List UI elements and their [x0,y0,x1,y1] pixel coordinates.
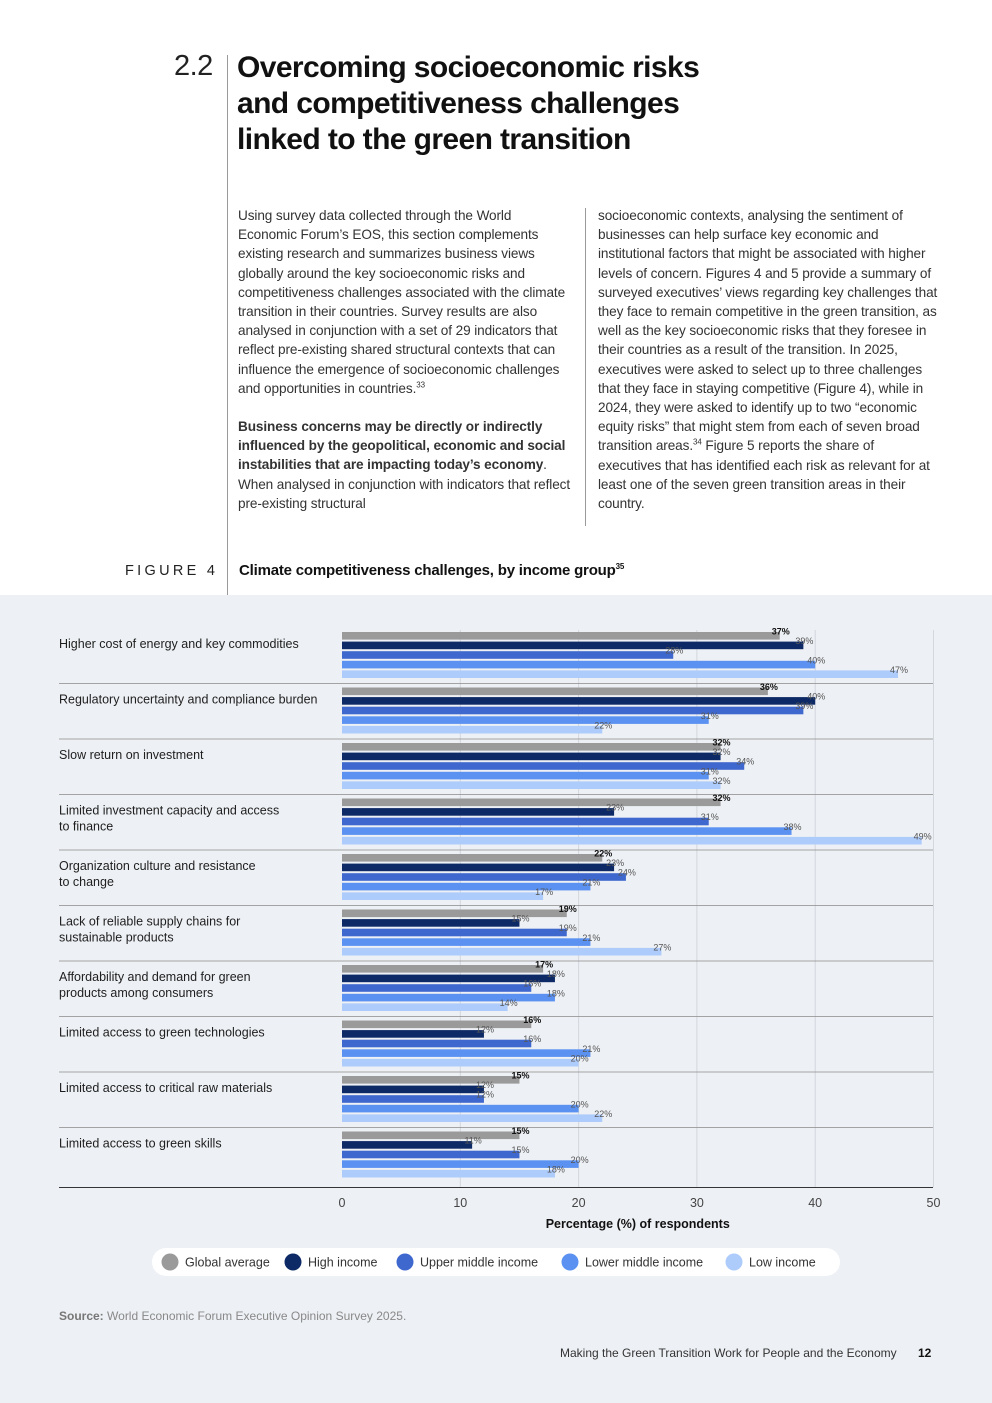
source-text: World Economic Forum Executive Opinion Survey 2025. [107,1309,407,1323]
bar [342,1132,519,1140]
data-label: 39% [795,636,814,647]
data-label: 23% [606,858,625,869]
bar [342,864,614,872]
bar [342,1114,602,1122]
bar [342,726,602,734]
bar [342,1105,579,1113]
bar [342,1040,531,1048]
footer-title: Making the Green Transition Work for People and the Economy [560,1346,897,1360]
data-label: 40% [807,655,826,666]
bar [342,642,803,650]
data-label: 18% [546,969,565,980]
data-label: 31% [700,812,719,823]
data-label: 12% [475,1024,494,1035]
data-label: 15% [511,1145,530,1156]
legend-swatch [562,1254,579,1271]
legend-label: Low income [749,1255,816,1270]
bar [342,1086,484,1094]
data-label: 18% [546,1164,565,1175]
figure-title-text: Climate competitiveness challenges, by income group [239,562,616,579]
category-label: Limited access to green skills [59,1136,222,1151]
category-label: Slow return on investment [59,748,204,762]
data-label: 32% [712,793,731,803]
body-text: Using survey data collected through the World Economic Forum’s EOS, this section complements existing research and summarizes business views globally around the key socioeconomic risks and competitiveness challenges associated with the climate transition in their countries. Survey results are also analysed in conjunction with a set of 29 indicators that reflect pre-existing shared structural contexts that can influence the emergence of socioeconomic challenges and opportunities in countries. [238,208,566,396]
category-label: Limited access to critical raw materials [59,1081,273,1095]
legend-swatch [726,1254,743,1271]
data-label: 12% [475,1080,494,1091]
data-label: 12% [475,1089,494,1100]
data-label: 22% [594,1108,613,1119]
x-tick-label: 0 [338,1196,346,1210]
x-tick-label: 40 [808,1196,823,1210]
bar [342,948,661,956]
data-label: 16% [523,1034,542,1045]
section-title-line: Overcoming socioeconomic risks [237,51,700,84]
bar [342,994,555,1002]
data-label: 36% [759,682,778,692]
category-label: Limited access to green technologies [59,1025,265,1040]
bar [342,781,721,789]
data-label: 21% [582,932,601,943]
bar [342,661,815,669]
data-label: 18% [546,988,565,999]
legend-label: Global average [185,1255,270,1270]
bar [342,762,744,770]
body-text: socioeconomic contexts, analysing the sentiment of businesses can help surface key economic and institutional factors that might be associated with higher levels of concern. Figures 4 and 5 provide a summary of surveyed executives’ views regarding key challenges that they face to remain competitive in the green transition, as well as the key socioeconomic risks that they foresee in their countries as a result of the transition. In 2025, executives were asked to select up to three challenges that they face in staying competitive (Figure 4), while in 2024, they were asked to identify up to two “economic equity risks” that might stem from each of seven broad transition areas. [598,208,938,454]
data-label: 20% [570,1053,589,1064]
bar [342,707,803,715]
data-label: 19% [558,904,577,914]
bar [342,716,709,724]
bar [342,929,567,937]
bar [342,1141,472,1149]
category-label: to finance [59,819,114,834]
legend-label: High income [308,1255,378,1270]
bar [342,772,709,780]
data-label: 19% [558,923,577,934]
source-label: Source: [59,1309,104,1323]
footnote-ref: 34 [693,437,702,447]
bar [342,670,898,678]
data-label: 37% [771,626,790,637]
data-label: 20% [570,1099,589,1110]
legend-label: Upper middle income [420,1255,539,1270]
bar [342,1160,579,1168]
bar [342,984,531,992]
data-label: 40% [807,691,826,702]
x-axis-title: Percentage (%) of respondents [545,1217,730,1231]
data-label: 28% [665,645,684,656]
section-title-line: linked to the green transition [237,123,631,156]
bar [342,837,922,845]
data-label: 15% [511,1126,530,1136]
bar [342,743,721,751]
x-tick-label: 30 [689,1196,704,1210]
data-label: 14% [499,997,518,1008]
bar [342,753,721,761]
bar [342,651,673,659]
body-text: Figure 5 reports the share of executives that has identified each risk as relevant for at least one of the seven green transition areas in their country. [598,438,930,512]
bar [342,632,780,640]
bar [342,1021,531,1029]
data-label: 20% [570,1154,589,1165]
bar [342,892,543,900]
data-label: 39% [795,701,814,712]
bar [342,1059,579,1067]
legend-swatch [285,1254,302,1271]
data-label: 31% [700,710,719,721]
data-label: 22% [594,720,613,731]
bar [342,1170,555,1178]
bar [342,827,792,835]
category-label: Organization culture and resistance [59,859,256,873]
bar [342,965,543,973]
footnote-ref: 33 [416,380,425,390]
bar [342,938,590,946]
bar [342,1030,484,1038]
section-number: 2.2 [174,50,213,82]
category-label: to change [59,875,114,889]
category-label: products among consumers [59,986,214,1000]
data-label: 21% [582,877,601,888]
bar [342,919,519,927]
data-label: 16% [523,1015,542,1025]
category-label: Higher cost of energy and key commodities [59,637,299,651]
data-label: 47% [890,664,909,675]
bar [342,1003,508,1011]
data-label: 38% [783,821,802,832]
bar [342,910,567,918]
bar [342,688,768,696]
data-label: 49% [913,831,932,842]
figure-label: FIGURE 4 [125,563,219,579]
x-tick-label: 20 [571,1196,586,1210]
bar [342,883,590,891]
x-tick-label: 10 [453,1196,468,1210]
section-title-line: and competitiveness challenges [237,87,680,120]
source-note [59,1309,406,1323]
bar [342,818,709,826]
category-label: Lack of reliable supply chains for [59,914,241,929]
footnote-ref: 35 [615,562,625,571]
data-label: 23% [606,802,625,813]
data-label: 22% [594,848,613,859]
data-label: 15% [511,1070,530,1081]
page-number: 12 [918,1346,932,1360]
data-label: 15% [511,913,530,924]
bar [342,697,815,705]
data-label: 34% [736,756,755,767]
bar [342,1049,590,1057]
data-label: 32% [712,737,731,748]
bar [342,1151,519,1159]
body-text: . When analysed in conjunction with indicators that reflect pre-existing structural [238,457,571,511]
category-label: Affordability and demand for green [59,970,251,984]
bar [342,1095,484,1103]
data-label: 17% [535,959,554,970]
bar [342,799,721,807]
data-label: 31% [700,766,719,777]
data-label: 32% [712,747,731,758]
data-label: 32% [712,775,731,786]
body-emphasis: Business concerns may be directly or indirectly influenced by the geopolitical, economic and social instabilities that are impacting today’s economy [238,419,566,473]
x-tick-label: 50 [926,1196,941,1210]
data-label: 17% [535,886,554,897]
legend-swatch [162,1254,179,1271]
data-label: 27% [653,942,672,953]
legend-label: Lower middle income [585,1255,704,1270]
category-label: sustainable products [59,930,174,945]
bar [342,808,614,816]
bar [342,854,602,862]
legend-swatch [397,1254,414,1271]
data-label: 21% [582,1043,601,1054]
data-label: 11% [464,1135,482,1146]
category-label: Limited investment capacity and access [59,803,280,818]
data-label: 24% [617,867,636,878]
category-label: Regulatory uncertainty and compliance burden [59,692,318,707]
data-label: 16% [523,978,542,989]
